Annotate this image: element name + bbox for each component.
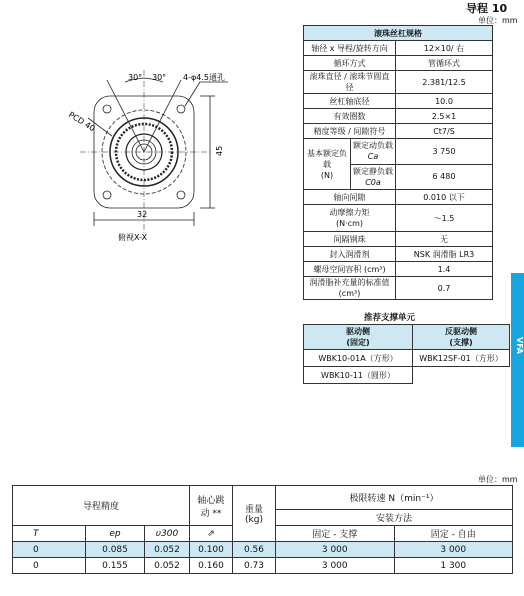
spec-row-label: 润滑脂补充量的标准值 (cm³) xyxy=(304,277,396,300)
cell-T: 0 xyxy=(13,558,86,574)
spec-row-value: 10.0 xyxy=(396,94,493,109)
side-tab xyxy=(511,273,524,447)
runout-header: 轴心跳 动 ** xyxy=(190,486,233,526)
weight-header: 重量 (kg) xyxy=(233,486,276,542)
unit-label: 单位：mm xyxy=(478,16,518,25)
spec-row-label: 螺母空间容积 (cm³) xyxy=(304,262,396,277)
pcd-label: PCD 40 xyxy=(66,110,97,134)
nondrive-item: WBK12SF-01（方形） xyxy=(413,350,510,367)
support-table xyxy=(303,324,510,384)
bolt-hole xyxy=(177,191,185,199)
spec-row-value: 无 xyxy=(396,232,493,247)
spec-row-value: 1.4 xyxy=(396,262,493,277)
cell-fix-free: 3 000 xyxy=(394,542,513,558)
spec-row-value: NSK 润滑脂 LR3 xyxy=(396,247,493,262)
bolt-hole xyxy=(103,191,111,199)
cell-weight: 0.73 xyxy=(233,558,276,574)
fix-free-header: 固定 - 自由 xyxy=(394,526,513,542)
view-label: 俯视X-X xyxy=(118,233,148,242)
precision-header: 导程精度 xyxy=(13,486,190,526)
static-load-value: 6 480 xyxy=(396,164,493,190)
spec-row-label: 间隔钢珠 xyxy=(304,232,396,247)
fix-support-header: 固定 - 支撑 xyxy=(276,526,395,542)
spec-row-value: ～1.5 xyxy=(396,205,493,232)
bolt-hole xyxy=(177,105,185,113)
cell-v300: 0.052 xyxy=(145,542,190,558)
static-load-label: 额定静负载 C0a xyxy=(351,164,396,190)
spec-row-label: 轴径 x 导程/旋转方向 xyxy=(304,41,396,56)
spec-row-value: 12×10/ 右 xyxy=(396,41,493,56)
dynamic-load-value: 3 750 xyxy=(396,139,493,165)
cell-weight: 0.56 xyxy=(233,542,276,558)
bolt-hole xyxy=(103,105,111,113)
col-T: T xyxy=(13,526,86,542)
flange-drawing xyxy=(40,60,240,250)
angle-label-1: 30° xyxy=(128,73,143,82)
spec-table xyxy=(303,25,493,300)
height-dim-label: 45 xyxy=(215,145,224,156)
side-tab-label: VFA xyxy=(515,336,524,354)
drive-side-header: 驱动侧 (固定) xyxy=(304,325,413,350)
spec-row-value: 2.5×1 xyxy=(396,109,493,124)
precision-speed-table xyxy=(12,485,513,574)
load-group-label: 基本额定负载 (N) xyxy=(304,139,351,190)
static-load-symbol: C0a xyxy=(365,177,381,187)
spec-row-label: 精度等级 / 间隙符号 xyxy=(304,124,396,139)
spec-row-label: 轴向间隙 xyxy=(304,190,396,205)
spec-row-label: 动摩擦力矩 (N·cm) xyxy=(304,205,396,232)
width-dim-label: 32 xyxy=(137,210,148,219)
bottom-unit-label: 单位：mm xyxy=(478,475,518,484)
cell-fix-support: 3 000 xyxy=(276,558,395,574)
speed-header: 极限转速 N（min⁻¹） xyxy=(276,486,513,510)
table-row xyxy=(13,558,513,574)
spec-row-value: 0.010 以下 xyxy=(396,190,493,205)
spec-row-value: Ct7/S xyxy=(396,124,493,139)
dynamic-load-label: 额定动负载 Ca xyxy=(351,139,396,165)
table-row xyxy=(13,542,513,558)
spec-table-caption: 滚珠丝杠规格 xyxy=(304,26,493,41)
support-title: 推荐支撑单元 xyxy=(364,313,416,323)
spec-row-value: 管循环式 xyxy=(396,56,493,71)
runout-icon: ⇗ xyxy=(190,526,233,542)
cell-T: 0 xyxy=(13,542,86,558)
install-method-header: 安装方法 xyxy=(276,510,513,526)
hole-spec-label: 4-φ4.5通孔 xyxy=(183,73,225,82)
spec-row-label: 循环方式 xyxy=(304,56,396,71)
cell-fix-support: 3 000 xyxy=(276,542,395,558)
cell-ep: 0.155 xyxy=(86,558,145,574)
spec-row-label: 滚珠直径 / 滚珠节圆直径 xyxy=(304,71,396,94)
cell-runout: 0.160 xyxy=(190,558,233,574)
spec-row-label: 有效圈数 xyxy=(304,109,396,124)
col-v300: υ300 xyxy=(145,526,190,542)
dynamic-load-symbol: Ca xyxy=(367,152,379,162)
drive-item: WBK10-01A（方形） xyxy=(304,350,413,367)
cell-v300: 0.052 xyxy=(145,558,190,574)
page-title: 导程 10 xyxy=(466,2,508,15)
angle-label-2: 30° xyxy=(152,73,167,82)
nondrive-side-header: 反驱动侧 (支撑) xyxy=(413,325,510,350)
cell-fix-free: 1 300 xyxy=(394,558,513,574)
cell-runout: 0.100 xyxy=(190,542,233,558)
col-ep: ep xyxy=(86,526,145,542)
drive-item: WBK10-11（圆形） xyxy=(304,367,413,384)
spec-row-label: 丝杠轴底径 xyxy=(304,94,396,109)
spec-row-value: 0.7 xyxy=(396,277,493,300)
cell-ep: 0.085 xyxy=(86,542,145,558)
spec-row-value: 2.381/12.5 xyxy=(396,71,493,94)
spec-row-label: 封入润滑剂 xyxy=(304,247,396,262)
